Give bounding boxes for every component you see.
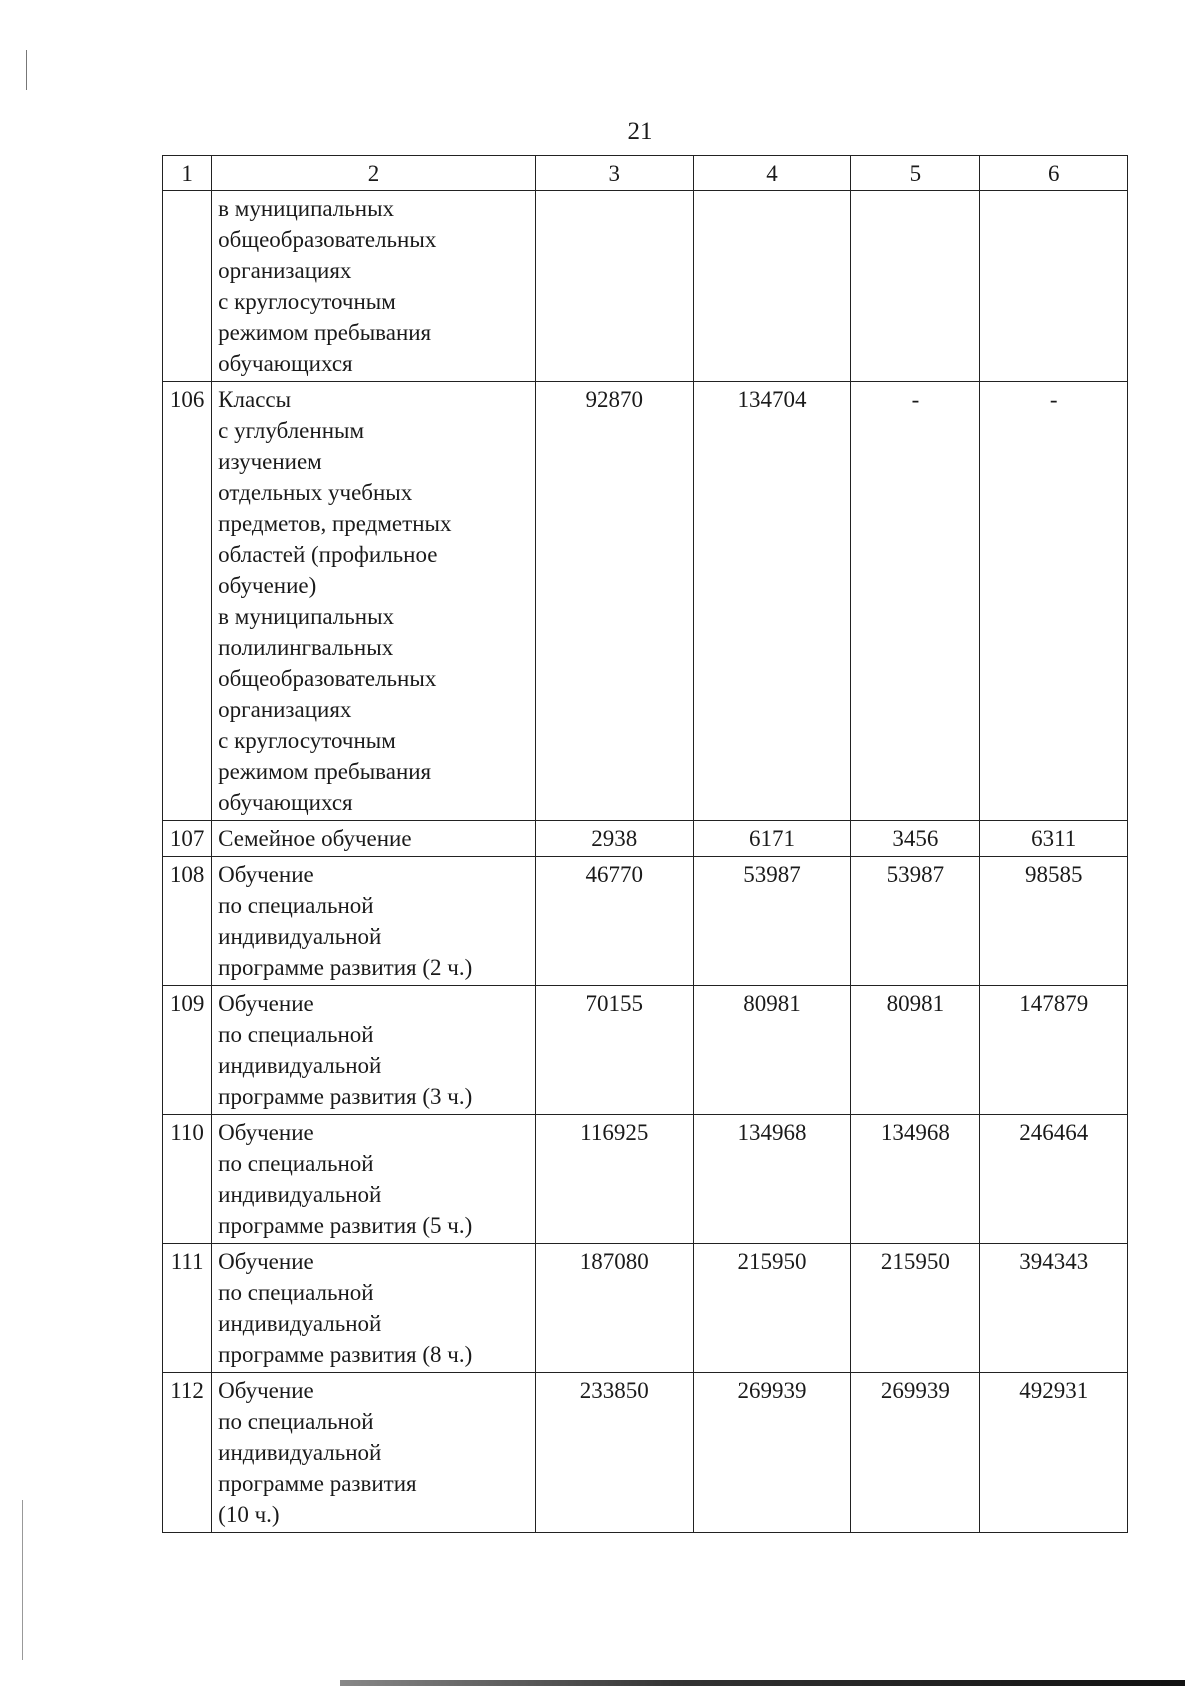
cell-col4: 269939 [693,1373,851,1533]
row-number: 108 [163,857,212,986]
table-row [163,986,1128,1115]
table-row [163,191,1128,382]
row-description: Обучение по специальной индивидуальной программе развития (5 ч.) [212,1115,536,1244]
row-description: Классы с углубленным изучением отдельных учебных предметов, предметных областей (профильное обучение) в муниципальных полилингвальных общеобразовательных организациях с круглосуточным режимом пребывания обучающихся [212,382,536,821]
cell-col5: 215950 [851,1244,980,1373]
cell-col5 [851,191,980,382]
cell-col5: 134968 [851,1115,980,1244]
cell-col6: 98585 [980,857,1128,986]
cell-col5: - [851,382,980,821]
cell-col6: - [980,382,1128,821]
table-row [163,382,1128,821]
header-row [163,156,1128,191]
cell-col6: 492931 [980,1373,1128,1533]
row-number: 110 [163,1115,212,1244]
header-cell: 5 [851,156,980,191]
cell-col3: 233850 [535,1373,693,1533]
table-row [163,821,1128,857]
row-description: Обучение по специальной индивидуальной программе развития (10 ч.) [212,1373,536,1533]
row-description: Обучение по специальной индивидуальной программе развития (8 ч.) [212,1244,536,1373]
header-cell: 4 [693,156,851,191]
row-number: 112 [163,1373,212,1533]
header-cell: 2 [212,156,536,191]
cell-col6: 394343 [980,1244,1128,1373]
header-cell: 3 [535,156,693,191]
data-table [162,155,1128,1533]
table-row [163,1244,1128,1373]
cell-col6: 147879 [980,986,1128,1115]
row-number: 107 [163,821,212,857]
cell-col3: 2938 [535,821,693,857]
cell-col5: 80981 [851,986,980,1115]
cell-col4: 134704 [693,382,851,821]
row-number: 111 [163,1244,212,1373]
cell-col4: 215950 [693,1244,851,1373]
row-description: Обучение по специальной индивидуальной программе развития (2 ч.) [212,857,536,986]
table-row [163,857,1128,986]
cell-col3: 187080 [535,1244,693,1373]
bottom-rule [340,1680,1185,1686]
cell-col3: 116925 [535,1115,693,1244]
cell-col4 [693,191,851,382]
header-cell: 6 [980,156,1128,191]
row-number [163,191,212,382]
table-row [163,1115,1128,1244]
cell-col5: 3456 [851,821,980,857]
cell-col6: 246464 [980,1115,1128,1244]
cell-col6 [980,191,1128,382]
scan-artifact-top-left [26,50,27,90]
cell-col4: 134968 [693,1115,851,1244]
page-number: 21 [627,118,653,145]
cell-col4: 53987 [693,857,851,986]
cell-col5: 53987 [851,857,980,986]
row-description: Обучение по специальной индивидуальной программе развития (3 ч.) [212,986,536,1115]
row-description: Семейное обучение [212,821,536,857]
cell-col6: 6311 [980,821,1128,857]
cell-col3: 92870 [535,382,693,821]
cell-col3 [535,191,693,382]
scan-artifact-bottom-left [22,1500,23,1660]
row-number: 106 [163,382,212,821]
table-row [163,1373,1128,1533]
cell-col4: 80981 [693,986,851,1115]
cell-col4: 6171 [693,821,851,857]
cell-col5: 269939 [851,1373,980,1533]
row-description: в муниципальных общеобразовательных организациях с круглосуточным режимом пребывания обучающихся [212,191,536,382]
cell-col3: 46770 [535,857,693,986]
cell-col3: 70155 [535,986,693,1115]
header-cell: 1 [163,156,212,191]
row-number: 109 [163,986,212,1115]
